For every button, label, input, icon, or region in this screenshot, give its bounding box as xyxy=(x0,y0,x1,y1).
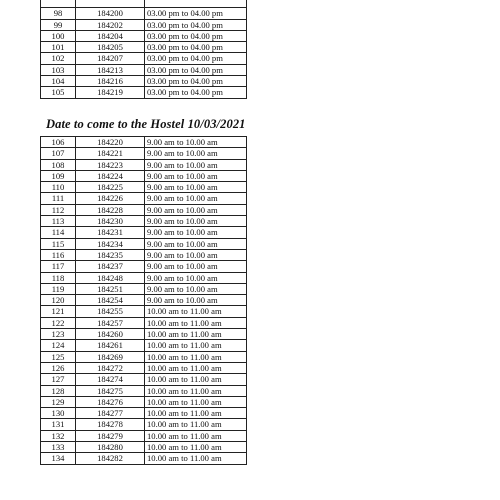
time-slot-cell: 10.00 am to 11.00 am xyxy=(145,317,247,328)
row-number-cell: 113 xyxy=(41,216,76,227)
student-id-cell: 184269 xyxy=(76,351,145,362)
row-number-cell: 103 xyxy=(41,64,76,75)
time-slot-cell: 03.00 pm to 04.00 pm xyxy=(145,76,247,87)
time-slot-cell: 9.00 am to 10.00 am xyxy=(145,216,247,227)
student-id-cell: 184221 xyxy=(76,148,145,159)
table-row xyxy=(41,396,247,407)
time-slot-cell: 10.00 am to 11.00 am xyxy=(145,374,247,385)
time-slot-cell: 9.00 am to 10.00 am xyxy=(145,283,247,294)
table-row xyxy=(41,408,247,419)
student-id-cell: 184237 xyxy=(76,261,145,272)
time-slot-cell: 9.00 am to 10.00 am xyxy=(145,193,247,204)
student-id-cell: 184254 xyxy=(76,295,145,306)
student-id-cell: 184282 xyxy=(76,453,145,464)
table-row xyxy=(41,227,247,238)
table-row xyxy=(41,453,247,464)
time-slot-cell: 9.00 am to 10.00 am xyxy=(145,137,247,148)
table-row xyxy=(41,193,247,204)
student-id-cell: 184200 xyxy=(76,8,145,19)
table-row xyxy=(41,419,247,430)
row-number-cell: 130 xyxy=(41,408,76,419)
student-id-cell: 184272 xyxy=(76,362,145,373)
table-row xyxy=(41,340,247,351)
row-number-cell: 102 xyxy=(41,53,76,64)
table-row xyxy=(41,42,247,53)
table-row xyxy=(41,295,247,306)
time-slot-cell: 03.00 pm to 04.00 pm xyxy=(145,19,247,30)
table-row xyxy=(41,238,247,249)
student-id-cell: 184207 xyxy=(76,53,145,64)
table-row xyxy=(41,8,247,19)
table-row xyxy=(41,272,247,283)
time-slot-cell: 10.00 am to 11.00 am xyxy=(145,419,247,430)
student-id-cell: 184230 xyxy=(76,216,145,227)
time-slot-cell: 10.00 am to 11.00 am xyxy=(145,306,247,317)
table-row xyxy=(41,261,247,272)
row-number-cell: 111 xyxy=(41,193,76,204)
time-slot-cell: 10.00 am to 11.00 am xyxy=(145,442,247,453)
time-slot-cell: 10.00 am to 11.00 am xyxy=(145,430,247,441)
time-slot-cell: 9.00 am to 10.00 am xyxy=(145,204,247,215)
table-row xyxy=(41,329,247,340)
row-number-cell: 107 xyxy=(41,148,76,159)
time-slot-cell: 03.00 pm to 04.00 pm xyxy=(145,42,247,53)
row-number-cell: 101 xyxy=(41,42,76,53)
row-number-cell: 116 xyxy=(41,249,76,260)
row-number-cell: 108 xyxy=(41,159,76,170)
time-slot-cell: 10.00 am to 11.00 am xyxy=(145,351,247,362)
row-number-cell: 119 xyxy=(41,283,76,294)
student-id-cell: 184213 xyxy=(76,64,145,75)
student-id-cell: 184279 xyxy=(76,430,145,441)
time-slot-cell: 9.00 am to 10.00 am xyxy=(145,182,247,193)
table-row xyxy=(41,19,247,30)
time-slot-cell: 9.00 am to 10.00 am xyxy=(145,272,247,283)
schedule-table-main xyxy=(40,136,247,465)
row-number-cell: 115 xyxy=(41,238,76,249)
row-number-cell: 106 xyxy=(41,137,76,148)
time-slot-cell: 10.00 am to 11.00 am xyxy=(145,453,247,464)
table-row xyxy=(41,204,247,215)
row-number-cell: 133 xyxy=(41,442,76,453)
student-id-cell: 184224 xyxy=(76,170,145,181)
table-row xyxy=(41,76,247,87)
student-id-cell: 184277 xyxy=(76,408,145,419)
row-number-cell: 122 xyxy=(41,317,76,328)
time-slot-cell: 03.00 pm to 04.00 pm xyxy=(145,8,247,19)
row-number-cell: 105 xyxy=(41,87,76,98)
student-id-cell: 184226 xyxy=(76,193,145,204)
time-slot-cell: 10.00 am to 11.00 am xyxy=(145,329,247,340)
student-id-cell: 184235 xyxy=(76,249,145,260)
student-id-cell: 184204 xyxy=(76,30,145,41)
row-number-cell: 110 xyxy=(41,182,76,193)
row-number-cell: 124 xyxy=(41,340,76,351)
schedule-table-main-body xyxy=(41,137,247,465)
student-id-cell: 184275 xyxy=(76,385,145,396)
time-slot-cell: 10.00 am to 11.00 am xyxy=(145,396,247,407)
time-slot-cell: 03.00 pm to 04.00 pm xyxy=(145,64,247,75)
time-slot-cell: 10.00 am to 11.00 am xyxy=(145,385,247,396)
table-row xyxy=(41,317,247,328)
student-id-cell: 184205 xyxy=(76,42,145,53)
student-id-cell: 184255 xyxy=(76,306,145,317)
student-id-cell: 184225 xyxy=(76,182,145,193)
time-slot-cell: 9.00 am to 10.00 am xyxy=(145,295,247,306)
table-row xyxy=(41,362,247,373)
table-row xyxy=(41,0,247,8)
table-row xyxy=(41,53,247,64)
row-number-cell: 129 xyxy=(41,396,76,407)
table-row xyxy=(41,249,247,260)
table-row xyxy=(41,442,247,453)
time-slot-cell: 9.00 am to 10.00 am xyxy=(145,159,247,170)
schedule-table-top-body xyxy=(41,0,247,98)
time-slot-cell: 9.00 am to 10.00 am xyxy=(145,249,247,260)
time-slot-cell: 03.00 pm to 04.00 pm xyxy=(145,53,247,64)
row-number-cell: 123 xyxy=(41,329,76,340)
time-slot-cell: 03.00 pm to 04.00 pm xyxy=(145,30,247,41)
time-slot-cell xyxy=(145,0,247,8)
student-id-cell: 184219 xyxy=(76,87,145,98)
row-number-cell: 121 xyxy=(41,306,76,317)
table-row xyxy=(41,385,247,396)
table-row xyxy=(41,30,247,41)
table-row xyxy=(41,64,247,75)
section-heading: Date to come to the Hostel 10/03/2021 xyxy=(46,117,246,131)
time-slot-cell: 9.00 am to 10.00 am xyxy=(145,227,247,238)
table-row xyxy=(41,374,247,385)
student-id-cell: 184248 xyxy=(76,272,145,283)
student-id-cell: 184202 xyxy=(76,19,145,30)
student-id-cell: 184257 xyxy=(76,317,145,328)
student-id-cell: 184234 xyxy=(76,238,145,249)
table-row xyxy=(41,430,247,441)
table-row xyxy=(41,182,247,193)
time-slot-cell: 10.00 am to 11.00 am xyxy=(145,408,247,419)
schedule-table-top xyxy=(40,0,247,99)
row-number-cell xyxy=(41,0,76,8)
row-number-cell: 114 xyxy=(41,227,76,238)
time-slot-cell: 9.00 am to 10.00 am xyxy=(145,148,247,159)
student-id-cell: 184261 xyxy=(76,340,145,351)
student-id-cell: 184276 xyxy=(76,396,145,407)
table-row xyxy=(41,137,247,148)
table-row xyxy=(41,216,247,227)
student-id-cell: 184280 xyxy=(76,442,145,453)
student-id-cell: 184216 xyxy=(76,76,145,87)
time-slot-cell: 9.00 am to 10.00 am xyxy=(145,238,247,249)
row-number-cell: 99 xyxy=(41,19,76,30)
student-id-cell: 184278 xyxy=(76,419,145,430)
table-row xyxy=(41,170,247,181)
student-id-cell: 184220 xyxy=(76,137,145,148)
row-number-cell: 134 xyxy=(41,453,76,464)
row-number-cell: 132 xyxy=(41,430,76,441)
student-id-cell: 184260 xyxy=(76,329,145,340)
student-id-cell xyxy=(76,0,145,8)
time-slot-cell: 9.00 am to 10.00 am xyxy=(145,170,247,181)
row-number-cell: 125 xyxy=(41,351,76,362)
row-number-cell: 98 xyxy=(41,8,76,19)
student-id-cell: 184228 xyxy=(76,204,145,215)
row-number-cell: 120 xyxy=(41,295,76,306)
time-slot-cell: 10.00 am to 11.00 am xyxy=(145,340,247,351)
row-number-cell: 104 xyxy=(41,76,76,87)
row-number-cell: 109 xyxy=(41,170,76,181)
time-slot-cell: 9.00 am to 10.00 am xyxy=(145,261,247,272)
student-id-cell: 184223 xyxy=(76,159,145,170)
row-number-cell: 117 xyxy=(41,261,76,272)
row-number-cell: 118 xyxy=(41,272,76,283)
table-row xyxy=(41,87,247,98)
student-id-cell: 184274 xyxy=(76,374,145,385)
table-row xyxy=(41,159,247,170)
row-number-cell: 128 xyxy=(41,385,76,396)
table-row xyxy=(41,283,247,294)
time-slot-cell: 03.00 pm to 04.00 pm xyxy=(145,87,247,98)
row-number-cell: 131 xyxy=(41,419,76,430)
row-number-cell: 126 xyxy=(41,362,76,373)
student-id-cell: 184231 xyxy=(76,227,145,238)
time-slot-cell: 10.00 am to 11.00 am xyxy=(145,362,247,373)
table-row xyxy=(41,351,247,362)
row-number-cell: 100 xyxy=(41,30,76,41)
student-id-cell: 184251 xyxy=(76,283,145,294)
row-number-cell: 127 xyxy=(41,374,76,385)
table-row xyxy=(41,148,247,159)
row-number-cell: 112 xyxy=(41,204,76,215)
table-row xyxy=(41,306,247,317)
